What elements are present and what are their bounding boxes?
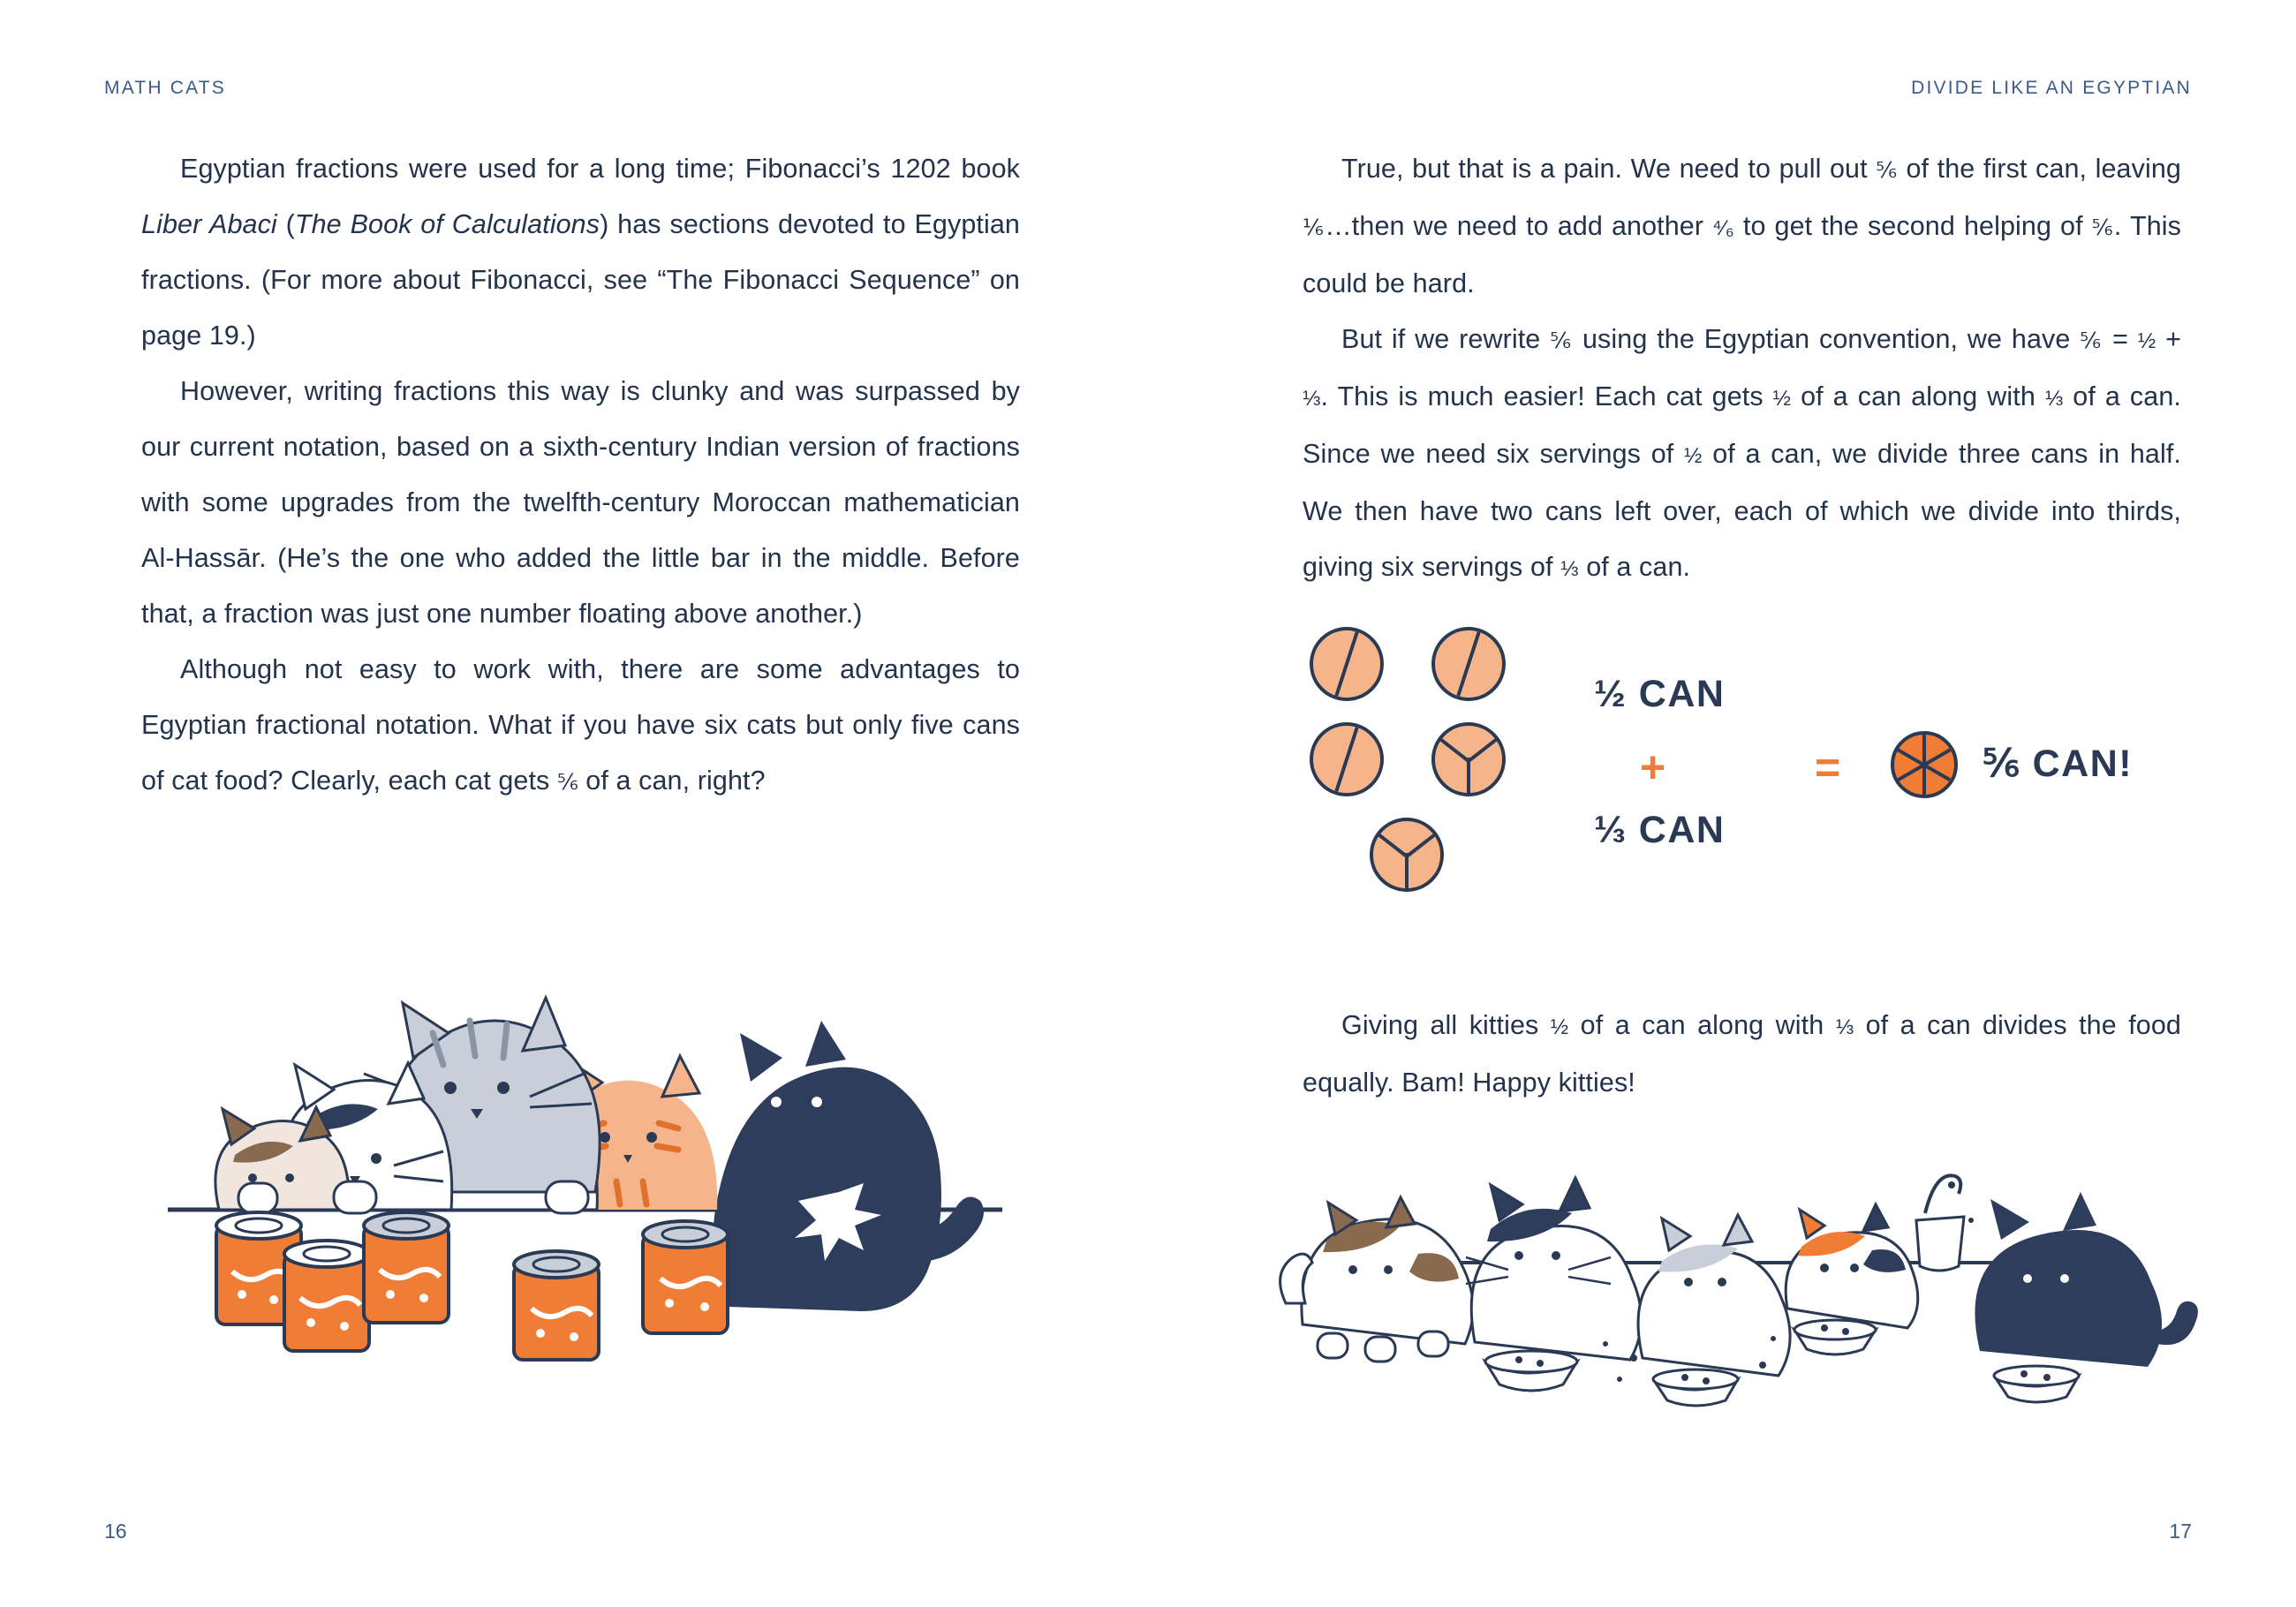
book-title-liber-abaci: Liber Abaci	[141, 209, 277, 239]
paragraph: However, writing fractions this way is clunky and was surpassed by our current notation, based on a sixth-century Indian version of fractions with some upgrades from the twelfth-century Moroccan mathematician Al-Hassār. (He’s the one who added the little bar in the middle. Before that, a fraction was just one number floating above another.)	[141, 376, 1020, 629]
label-result-can: ⅚ CAN!	[1983, 743, 2134, 785]
can-4-third	[1431, 722, 1506, 796]
paragraph: But if we rewrite ⅚ using the Egyptian convention, we have ⅚ = ½ + ⅓. This is much easier! Each cat gets ½ of a can along with ⅓ of a can. Since we need six servings of ½ of a can, we divide three cans in half. We then have two cans left over, each of which we divide into thirds, giving six servings of ⅓ of a can.	[1303, 324, 2182, 582]
folio-right: 17	[2169, 1520, 2192, 1543]
illustration-cats-eating	[1254, 1121, 2208, 1430]
label-half-can: ½ CAN	[1594, 673, 1726, 715]
fraction-diagram	[1303, 618, 2186, 892]
paragraph: True, but that is a pain. We need to pull out ⅚ of the first can, leaving ⅙…then we need to add another ⁴⁄₆ to get the second helping of ⅚. This could be hard.	[1303, 154, 2181, 298]
paragraph: Giving all kitties ½ of a can along with ⅓ of a can divides the food equally. Bam! Happy kitties!	[1303, 1010, 2181, 1098]
operator-plus: +	[1640, 743, 1666, 792]
paragraph-text: Egyptian fractions were used for a long time; Fibonacci’s 1202 book Liber Abaci (The Book of Calculations) has sections devoted to Egyptian fractions. (For more about Fibonacci, see “The Fibonacci Sequence” on page 19.)	[141, 154, 1020, 351]
can-3-half	[1310, 722, 1384, 796]
paragraph: Although not easy to work with, there are some advantages to Egyptian fractional notation. What if you have six cats but only five cans of cat food? Clearly, each cat gets ⅚ of a can, right?	[141, 654, 1020, 796]
right-page-text-column	[1303, 141, 2181, 597]
illustration-cats-with-cans	[132, 901, 1033, 1395]
paragraph	[141, 141, 1020, 364]
operator-equals: =	[1815, 743, 1841, 792]
right-page-text-column-lower	[1303, 998, 2181, 1111]
label-third-can: ⅓ CAN	[1594, 809, 1726, 851]
book-title-translation: The Book of Calculations	[294, 209, 600, 239]
running-head-left: MATH CATS	[104, 78, 227, 98]
can-1-half	[1310, 627, 1384, 701]
can-2-half	[1431, 627, 1506, 701]
can-result-sixths	[1891, 731, 1958, 798]
left-page-text-column	[141, 141, 1020, 811]
folio-left: 16	[104, 1520, 127, 1543]
can-5-third	[1370, 818, 1444, 892]
running-head-right: DIVIDE LIKE AN EGYPTIAN	[1911, 78, 2192, 98]
